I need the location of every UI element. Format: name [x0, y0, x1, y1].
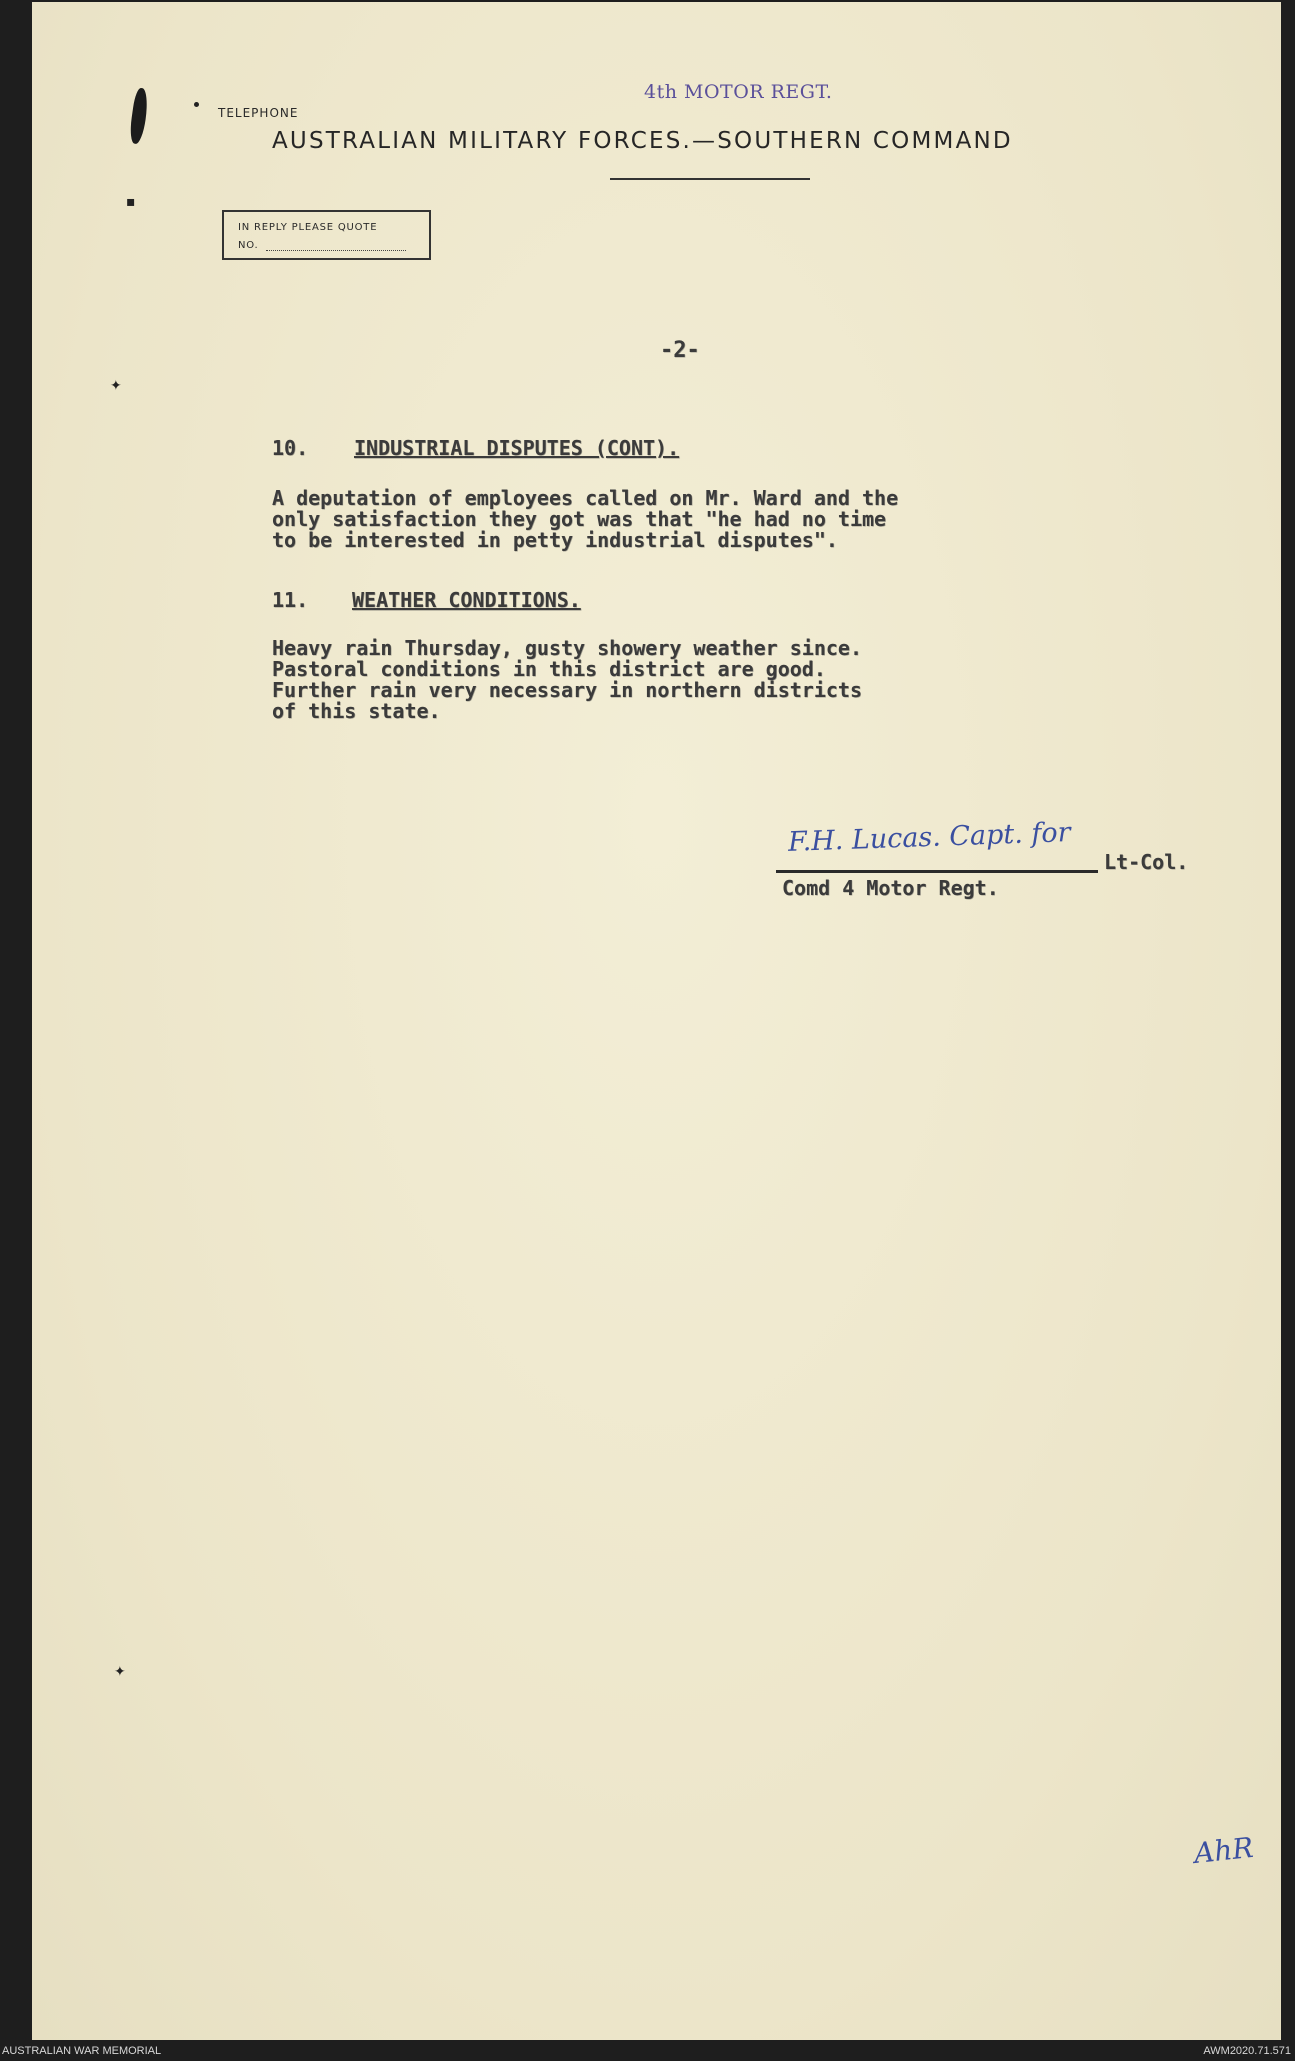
handwritten-signature: F.H. Lucas. Capt. for: [787, 817, 1072, 858]
paragraph-line: of this state.: [272, 699, 441, 723]
letterhead-rule: [610, 178, 810, 180]
paragraph-line: Pastoral conditions in this district are good.: [272, 657, 826, 681]
section-number: 10.: [272, 436, 309, 460]
paragraph-line: Further rain very necessary in northern districts: [272, 678, 863, 702]
signature-line: [776, 870, 1098, 873]
reply-number-label: NO.: [238, 240, 259, 251]
paragraph-line: only satisfaction they got was that "he had no time: [272, 507, 887, 531]
paragraph-line: A deputation of employees called on Mr. Ward and the: [272, 486, 899, 510]
reply-quote-label: IN REPLY PLEASE QUOTE: [238, 222, 378, 233]
ink-stain: [128, 87, 150, 144]
paragraph-line: to be interested in petty industrial disputes".: [272, 528, 838, 552]
handwritten-initials: AhR: [1192, 1830, 1255, 1871]
punch-hole-mark: ✦: [114, 1664, 126, 1680]
unit-stamp: 4th MOTOR REGT.: [644, 81, 833, 103]
section-number: 11.: [272, 588, 309, 612]
footer-accession-number: AWM2020.71.571: [1203, 2045, 1291, 2057]
bullet-dot: [194, 102, 199, 107]
section-title: INDUSTRIAL DISPUTES (CONT).: [354, 436, 680, 460]
letterhead-title: AUSTRALIAN MILITARY FORCES.—SOUTHERN COMMAND: [272, 128, 1013, 154]
signatory-rank: Lt-Col.: [1104, 850, 1189, 874]
telephone-label: TELEPHONE: [218, 106, 299, 120]
reply-quote-box: [222, 210, 431, 260]
reply-number-dotted-line: [266, 250, 406, 251]
page-number: -2-: [660, 338, 700, 363]
paragraph-line: Heavy rain Thursday, gusty showery weather since.: [272, 636, 863, 660]
punch-hole-mark: ✦: [110, 378, 122, 394]
punch-hole-mark: ▪: [126, 194, 136, 210]
section-title: WEATHER CONDITIONS.: [352, 588, 581, 612]
letter-sheet: [32, 2, 1281, 2040]
footer-institution: AUSTRALIAN WAR MEMORIAL: [2, 2045, 162, 2057]
signatory-title: Comd 4 Motor Regt.: [782, 876, 999, 900]
